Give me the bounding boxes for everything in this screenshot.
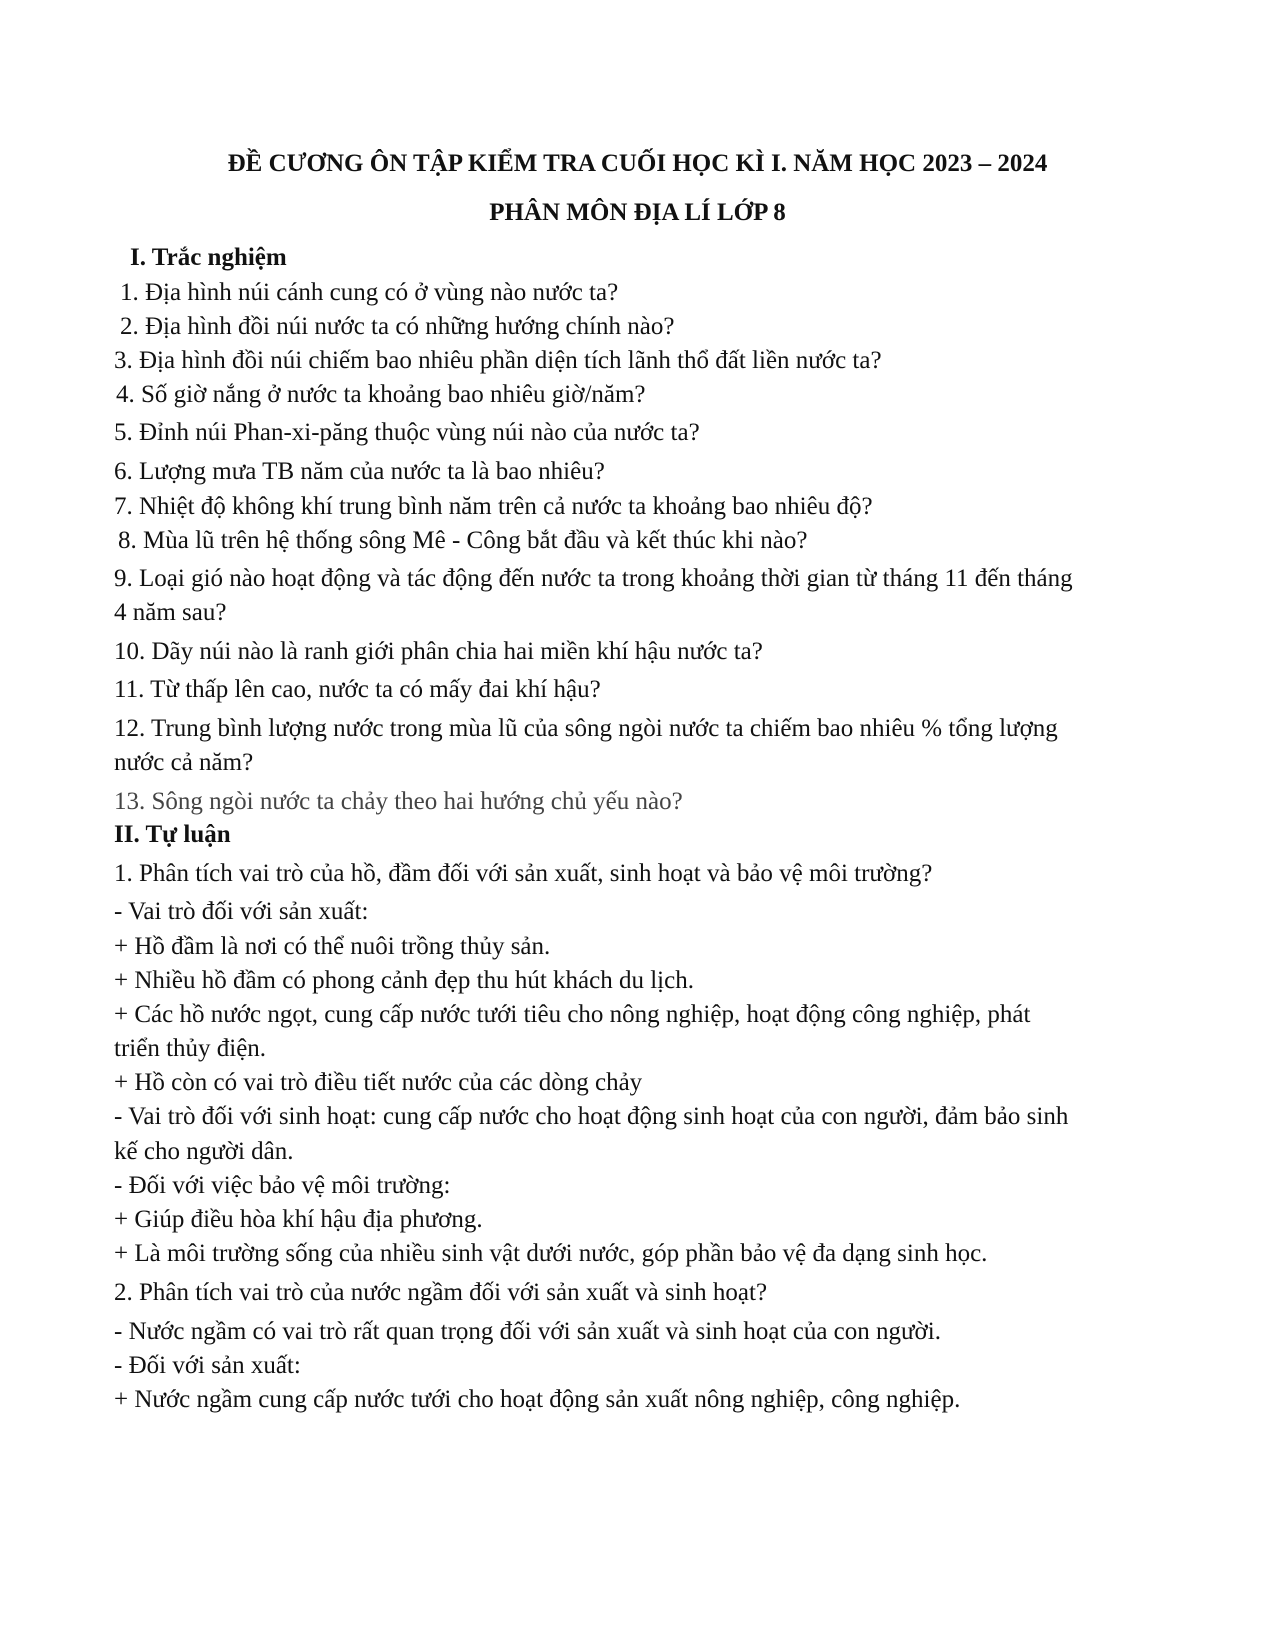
essay-line: + Nhiều hồ đầm có phong cảnh đẹp thu hút khách du lịch.: [114, 967, 694, 994]
document-subtitle: PHÂN MÔN ĐỊA LÍ LỚP 8: [489, 199, 786, 226]
essay-question: 1. Phân tích vai trò của hồ, đầm đối với sản xuất, sinh hoạt và bảo vệ môi trường?: [114, 860, 933, 887]
question-item-continuation: 4 năm sau?: [114, 599, 227, 626]
essay-line: + Các hồ nước ngọt, cung cấp nước tưới tiêu cho nông nghiệp, hoạt động công nghiệp, phát: [114, 1001, 1031, 1028]
question-item: 9. Loại gió nào hoạt động và tác động đến nước ta trong khoảng thời gian từ tháng 11 đến tháng: [114, 565, 1073, 592]
essay-line: - Đối với việc bảo vệ môi trường:: [114, 1172, 451, 1199]
question-item: 2. Địa hình đồi núi nước ta có những hướng chính nào?: [120, 313, 675, 340]
essay-line: + Nước ngầm cung cấp nước tưới cho hoạt động sản xuất nông nghiệp, công nghiệp.: [114, 1386, 961, 1413]
essay-question: 2. Phân tích vai trò của nước ngầm đối với sản xuất và sinh hoạt?: [114, 1279, 768, 1306]
question-item: 3. Địa hình đồi núi chiếm bao nhiêu phần diện tích lãnh thổ đất liền nước ta?: [114, 347, 882, 374]
section-heading-multiple-choice: I. Trắc nghiệm: [130, 244, 287, 271]
question-item: 8. Mùa lũ trên hệ thống sông Mê - Công bắt đầu và kết thúc khi nào?: [118, 527, 808, 554]
essay-line: - Đối với sản xuất:: [114, 1352, 301, 1379]
question-item: 5. Đỉnh núi Phan-xi-păng thuộc vùng núi nào của nước ta?: [114, 419, 700, 446]
essay-line: kế cho người dân.: [114, 1138, 294, 1165]
question-item-continuation: nước cả năm?: [114, 749, 254, 776]
question-item: 6. Lượng mưa TB năm của nước ta là bao nhiêu?: [114, 458, 605, 485]
document-title: ĐỀ CƯƠNG ÔN TẬP KIỂM TRA CUỐI HỌC KÌ I. NĂM HỌC 2023 – 2024: [227, 150, 1048, 177]
question-item: 1. Địa hình núi cánh cung có ở vùng nào nước ta?: [120, 279, 619, 306]
question-item: 10. Dãy núi nào là ranh giới phân chia hai miền khí hậu nước ta?: [114, 638, 763, 665]
question-item: 4. Số giờ nắng ở nước ta khoảng bao nhiêu giờ/năm?: [116, 381, 646, 408]
question-item: 12. Trung bình lượng nước trong mùa lũ của sông ngòi nước ta chiếm bao nhiêu % tổng lượng: [114, 715, 1058, 742]
essay-line: + Hồ còn có vai trò điều tiết nước của các dòng chảy: [114, 1069, 643, 1096]
essay-line: - Vai trò đối với sản xuất:: [114, 898, 369, 925]
section-heading-essay: II. Tự luận: [114, 821, 231, 848]
essay-line: + Là môi trường sống của nhiều sinh vật dưới nước, góp phần bảo vệ đa dạng sinh học.: [114, 1240, 988, 1267]
essay-line: - Nước ngầm có vai trò rất quan trọng đối với sản xuất và sinh hoạt của con người.: [114, 1318, 941, 1345]
essay-line: + Hồ đầm là nơi có thể nuôi trồng thủy sản.: [114, 933, 551, 960]
essay-line: - Vai trò đối với sinh hoạt: cung cấp nước cho hoạt động sinh hoạt của con người, đảm bảo sinh: [114, 1103, 1069, 1130]
question-item: 11. Từ thấp lên cao, nước ta có mấy đai khí hậu?: [114, 676, 601, 703]
question-item: 13. Sông ngòi nước ta chảy theo hai hướng chủ yếu nào?: [114, 788, 683, 815]
question-item: 7. Nhiệt độ không khí trung bình năm trên cả nước ta khoảng bao nhiêu độ?: [114, 493, 873, 520]
essay-line: triển thủy điện.: [114, 1035, 267, 1062]
essay-line: + Giúp điều hòa khí hậu địa phương.: [114, 1206, 483, 1233]
